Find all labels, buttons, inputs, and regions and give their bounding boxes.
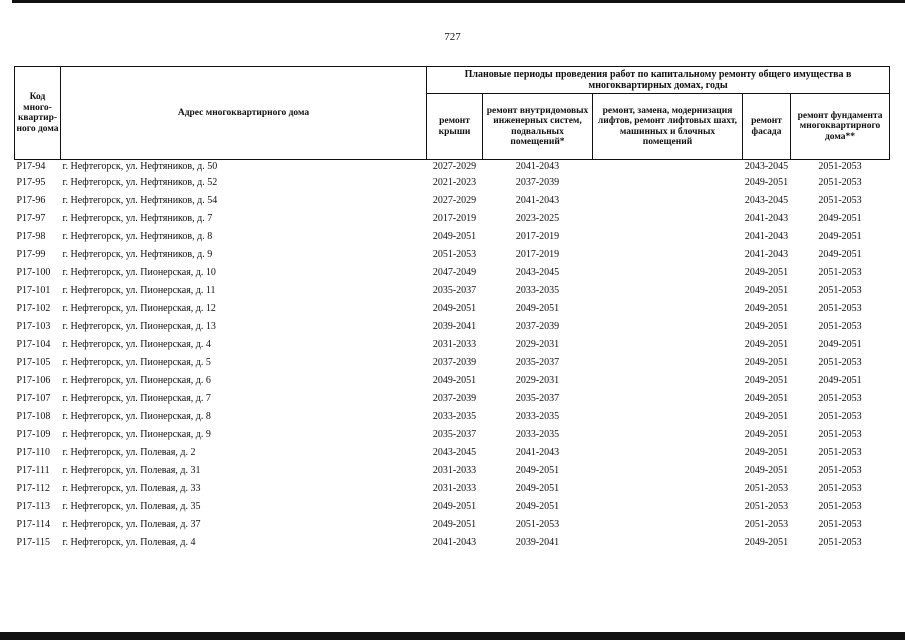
cell-roof: 2049-2051 — [432, 231, 477, 242]
cell-foundation: 2051-2053 — [818, 393, 862, 404]
cell-elevator — [593, 354, 743, 372]
cell-address: г. Нефтегорск, ул. Нефтяников, д. 50 — [62, 161, 218, 172]
cell-facade: 2049-2051 — [744, 267, 789, 278]
cell-elevator — [593, 426, 743, 444]
cell-engineering: 2017-2019 — [515, 249, 560, 260]
cell-roof: 2039-2041 — [432, 321, 477, 332]
table-row — [15, 210, 890, 228]
header-address: Адрес многоквартирного дома — [61, 67, 427, 160]
cell-address: г. Нефтегорск, ул. Нефтяников, д. 54 — [62, 195, 218, 206]
cell-engineering: 2035-2037 — [515, 357, 560, 368]
cell-facade: 2043-2045 — [744, 195, 789, 206]
cell-elevator — [593, 228, 743, 246]
cell-foundation: 2049-2051 — [818, 375, 862, 386]
header-code: Код много-квартир-ного дома — [15, 67, 61, 160]
cell-engineering: 2041-2043 — [515, 195, 560, 206]
cell-elevator — [593, 210, 743, 228]
cell-engineering: 2033-2035 — [515, 411, 560, 422]
cell-facade: 2051-2053 — [744, 483, 789, 494]
cell-address: г. Нефтегорск, ул. Полевая, д. 33 — [62, 483, 201, 494]
header-group-periods: Плановые периоды проведения работ по капитальному ремонту общего имущества в многоквартирных домах, годы — [427, 67, 890, 94]
cell-address: г. Нефтегорск, ул. Полевая, д. 2 — [62, 447, 196, 458]
table-row — [15, 390, 890, 408]
cell-elevator — [593, 160, 743, 175]
table-row — [15, 372, 890, 390]
cell-facade: 2049-2051 — [744, 303, 789, 314]
cell-code: Р17-103 — [16, 321, 51, 332]
cell-code: Р17-112 — [16, 483, 51, 494]
cell-elevator — [593, 264, 743, 282]
cell-elevator — [593, 372, 743, 390]
cell-facade: 2049-2051 — [744, 177, 789, 188]
cell-facade: 2043-2045 — [744, 161, 789, 172]
cell-address: г. Нефтегорск, ул. Пионерская, д. 13 — [62, 321, 216, 332]
cell-engineering: 2017-2019 — [515, 231, 560, 242]
table-row — [15, 300, 890, 318]
cell-code: Р17-99 — [16, 249, 46, 260]
cell-foundation: 2051-2053 — [818, 519, 862, 530]
header-facade: ремонт фасада — [743, 94, 791, 160]
cell-elevator — [593, 282, 743, 300]
cell-code: Р17-115 — [16, 537, 51, 548]
cell-address: г. Нефтегорск, ул. Полевая, д. 35 — [62, 501, 201, 512]
cell-engineering: 2029-2031 — [515, 375, 560, 386]
cell-engineering: 2051-2053 — [515, 519, 560, 530]
cell-foundation: 2051-2053 — [818, 177, 862, 188]
cell-foundation: 2051-2053 — [818, 537, 862, 548]
page-number: 727 — [444, 31, 461, 43]
table-row — [15, 174, 890, 192]
cell-address: г. Нефтегорск, ул. Пионерская, д. 7 — [62, 393, 211, 404]
table-body — [15, 160, 890, 553]
cell-roof: 2047-2049 — [432, 267, 477, 278]
cell-facade: 2049-2051 — [744, 285, 789, 296]
table-row — [15, 498, 890, 516]
bottom-border — [0, 632, 905, 640]
cell-code: Р17-96 — [16, 195, 46, 206]
cell-foundation: 2049-2051 — [818, 249, 862, 260]
table-row — [15, 228, 890, 246]
cell-engineering: 2039-2041 — [515, 537, 560, 548]
top-border — [12, 0, 905, 3]
cell-address: г. Нефтегорск, ул. Пионерская, д. 10 — [62, 267, 216, 278]
cell-foundation: 2051-2053 — [818, 501, 862, 512]
cell-foundation: 2051-2053 — [818, 321, 862, 332]
cell-foundation: 2051-2053 — [818, 465, 862, 476]
cell-engineering: 2033-2035 — [515, 285, 560, 296]
cell-address: г. Нефтегорск, ул. Нефтяников, д. 8 — [62, 231, 213, 242]
cell-roof: 2033-2035 — [432, 411, 477, 422]
cell-elevator — [593, 246, 743, 264]
cell-address: г. Нефтегорск, ул. Пионерская, д. 12 — [62, 303, 216, 314]
cell-code: Р17-98 — [16, 231, 46, 242]
cell-code: Р17-94 — [16, 161, 46, 172]
cell-code: Р17-111 — [16, 465, 50, 476]
cell-address: г. Нефтегорск, ул. Полевая, д. 37 — [62, 519, 201, 530]
cell-facade: 2049-2051 — [744, 339, 789, 350]
cell-engineering: 2041-2043 — [515, 447, 560, 458]
cell-code: Р17-108 — [16, 411, 51, 422]
cell-elevator — [593, 408, 743, 426]
cell-engineering: 2049-2051 — [515, 303, 560, 314]
cell-facade: 2051-2053 — [744, 501, 789, 512]
table-row — [15, 534, 890, 552]
cell-roof: 2031-2033 — [432, 339, 477, 350]
cell-code: Р17-106 — [16, 375, 51, 386]
cell-roof: 2027-2029 — [432, 161, 477, 172]
cell-address: г. Нефтегорск, ул. Пионерская, д. 8 — [62, 411, 211, 422]
cell-facade: 2051-2053 — [744, 519, 789, 530]
table-row — [15, 426, 890, 444]
cell-engineering: 2029-2031 — [515, 339, 560, 350]
cell-address: г. Нефтегорск, ул. Пионерская, д. 11 — [62, 285, 216, 296]
cell-roof: 2051-2053 — [432, 249, 477, 260]
table-row — [15, 192, 890, 210]
cell-address: г. Нефтегорск, ул. Пионерская, д. 9 — [62, 429, 211, 440]
cell-facade: 2049-2051 — [744, 357, 789, 368]
cell-roof: 2043-2045 — [432, 447, 477, 458]
cell-foundation: 2051-2053 — [818, 303, 862, 314]
cell-roof: 2041-2043 — [432, 537, 477, 548]
cell-roof: 2017-2019 — [432, 213, 477, 224]
table-row — [15, 282, 890, 300]
cell-foundation: 2049-2051 — [818, 339, 862, 350]
cell-roof: 2049-2051 — [432, 501, 477, 512]
cell-engineering: 2049-2051 — [515, 465, 560, 476]
cell-engineering: 2037-2039 — [515, 177, 560, 188]
cell-elevator — [593, 516, 743, 534]
cell-foundation: 2051-2053 — [818, 429, 862, 440]
cell-roof: 2031-2033 — [432, 483, 477, 494]
cell-code: Р17-100 — [16, 267, 51, 278]
cell-facade: 2049-2051 — [744, 321, 789, 332]
cell-roof: 2037-2039 — [432, 393, 477, 404]
cell-roof: 2035-2037 — [432, 285, 477, 296]
cell-foundation: 2051-2053 — [818, 483, 862, 494]
cell-roof: 2049-2051 — [432, 519, 477, 530]
cell-foundation: 2051-2053 — [818, 195, 862, 206]
cell-foundation: 2051-2053 — [818, 161, 862, 172]
cell-elevator — [593, 300, 743, 318]
cell-foundation: 2051-2053 — [818, 267, 862, 278]
cell-code: Р17-110 — [16, 447, 51, 458]
cell-address: г. Нефтегорск, ул. Нефтяников, д. 7 — [62, 213, 213, 224]
cell-address: г. Нефтегорск, ул. Полевая, д. 31 — [62, 465, 201, 476]
cell-facade: 2049-2051 — [744, 375, 789, 386]
cell-facade: 2049-2051 — [744, 411, 789, 422]
cell-facade: 2049-2051 — [744, 393, 789, 404]
table-row — [15, 246, 890, 264]
cell-elevator — [593, 336, 743, 354]
cell-code: Р17-105 — [16, 357, 51, 368]
cell-code: Р17-107 — [16, 393, 51, 404]
cell-engineering: 2037-2039 — [515, 321, 560, 332]
cell-roof: 2021-2023 — [432, 177, 477, 188]
cell-foundation: 2049-2051 — [818, 231, 862, 242]
cell-elevator — [593, 534, 743, 552]
table-row — [15, 516, 890, 534]
cell-foundation: 2051-2053 — [818, 447, 862, 458]
cell-elevator — [593, 192, 743, 210]
cell-roof: 2035-2037 — [432, 429, 477, 440]
cell-roof: 2027-2029 — [432, 195, 477, 206]
cell-engineering: 2049-2051 — [515, 501, 560, 512]
table-row — [15, 336, 890, 354]
cell-foundation: 2051-2053 — [818, 357, 862, 368]
table-row — [15, 462, 890, 480]
cell-code: Р17-95 — [16, 177, 46, 188]
cell-facade: 2049-2051 — [744, 429, 789, 440]
cell-facade: 2041-2043 — [744, 249, 789, 260]
header-elevator: ремонт, замена, модернизация лифтов, ремонт лифтовых шахт, машинных и блочных помещений — [593, 94, 743, 160]
cell-address: г. Нефтегорск, ул. Пионерская, д. 4 — [62, 339, 211, 350]
cell-elevator — [593, 480, 743, 498]
cell-facade: 2041-2043 — [744, 213, 789, 224]
table-row — [15, 318, 890, 336]
header-roof: ремонт крыши — [427, 94, 483, 160]
cell-elevator — [593, 174, 743, 192]
table-row — [15, 264, 890, 282]
cell-facade: 2041-2043 — [744, 231, 789, 242]
cell-address: г. Нефтегорск, ул. Пионерская, д. 5 — [62, 357, 211, 368]
cell-elevator — [593, 462, 743, 480]
cell-address: г. Нефтегорск, ул. Пионерская, д. 6 — [62, 375, 211, 386]
cell-foundation: 2051-2053 — [818, 411, 862, 422]
cell-code: Р17-102 — [16, 303, 51, 314]
cell-elevator — [593, 390, 743, 408]
cell-roof: 2049-2051 — [432, 375, 477, 386]
cell-foundation: 2051-2053 — [818, 285, 862, 296]
cell-engineering: 2049-2051 — [515, 483, 560, 494]
cell-engineering: 2023-2025 — [515, 213, 560, 224]
cell-address: г. Нефтегорск, ул. Нефтяников, д. 9 — [62, 249, 213, 260]
cell-roof: 2037-2039 — [432, 357, 477, 368]
cell-facade: 2049-2051 — [744, 537, 789, 548]
cell-engineering: 2043-2045 — [515, 267, 560, 278]
cell-foundation: 2049-2051 — [818, 213, 862, 224]
cell-address: г. Нефтегорск, ул. Нефтяников, д. 52 — [62, 177, 218, 188]
cell-engineering: 2033-2035 — [515, 429, 560, 440]
cell-code: Р17-109 — [16, 429, 51, 440]
table-row — [15, 160, 890, 175]
cell-roof: 2049-2051 — [432, 303, 477, 314]
cell-code: Р17-104 — [16, 339, 51, 350]
cell-engineering: 2041-2043 — [515, 161, 560, 172]
header-foundation: ремонт фундамента многоквартирного дома** — [791, 94, 890, 160]
cell-elevator — [593, 498, 743, 516]
table-row — [15, 354, 890, 372]
table-row — [15, 480, 890, 498]
cell-code: Р17-113 — [16, 501, 51, 512]
repair-schedule-table — [14, 66, 890, 552]
cell-code: Р17-114 — [16, 519, 51, 530]
cell-address: г. Нефтегорск, ул. Полевая, д. 4 — [62, 537, 196, 548]
cell-roof: 2031-2033 — [432, 465, 477, 476]
cell-elevator — [593, 444, 743, 462]
header-engineering: ремонт внутридомовых инженерных систем, подвальных помещений* — [483, 94, 593, 160]
cell-code: Р17-97 — [16, 213, 46, 224]
cell-facade: 2049-2051 — [744, 465, 789, 476]
cell-elevator — [593, 318, 743, 336]
cell-engineering: 2035-2037 — [515, 393, 560, 404]
cell-code: Р17-101 — [16, 285, 51, 296]
table-row — [15, 408, 890, 426]
table-row — [15, 444, 890, 462]
cell-facade: 2049-2051 — [744, 447, 789, 458]
